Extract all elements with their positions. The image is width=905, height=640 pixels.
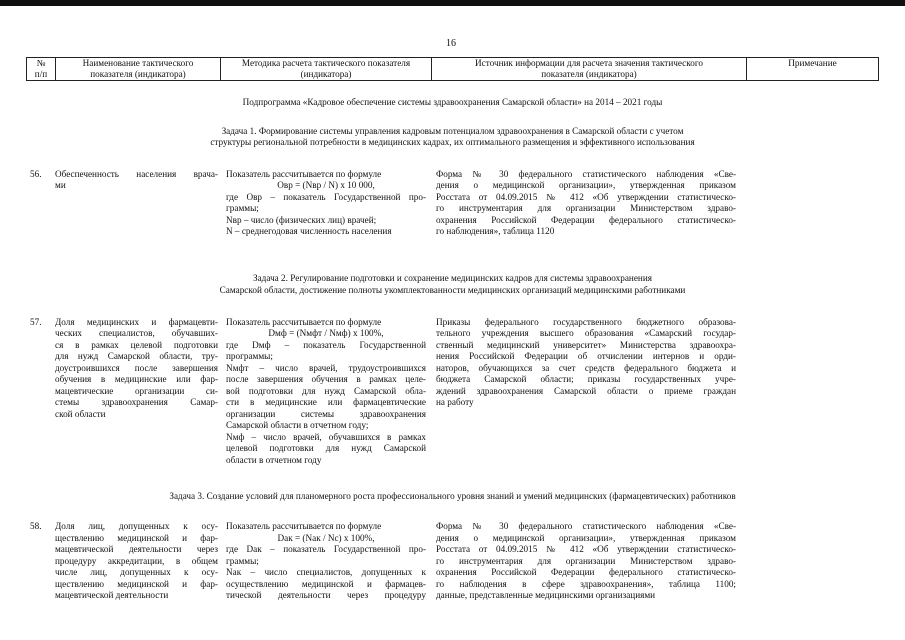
row56-method-line: где Oвр – показатель Государственной про- xyxy=(226,192,426,202)
row57-name-line: ся в рамках целевой подготовки xyxy=(55,340,218,350)
header-method: Методика расчета тактического показателя (индикатора) xyxy=(221,58,432,81)
page-number: 16 xyxy=(446,38,456,49)
row57-source-line: ственный медицинский университет» Министерства здравоохра- xyxy=(436,340,736,350)
row58-source-line: го наблюдения в сфере здравоохранения», таблица 1100; xyxy=(436,579,736,589)
row58-name-line: ществлению медицинской и фар- xyxy=(55,533,218,543)
row58-method-line: где Dак – показатель Государственной про- xyxy=(226,544,426,554)
row56-name-line: Обеспеченность населения врача- xyxy=(55,169,218,179)
task2-line-2: Самарской области, достижение полноты укомплектованности медицинских организаций медицинскими работниками xyxy=(219,285,686,295)
header-source: Источник информации для расчета значения тактического показателя (индикатора) xyxy=(432,58,747,81)
row56-source-line: Форма № 30 федерального статистического наблюдения «Све- xyxy=(436,169,736,179)
row58-source-line: Форма № 30 федерального статистического наблюдения «Све- xyxy=(436,521,736,531)
row56-formula: Oвр = (Nвр / N) x 10 000, xyxy=(277,180,375,190)
row56-source-line: Росстата от 04.09.2015 № 412 «Об утверждении статистическо- xyxy=(436,192,736,202)
row56-method-line: граммы; xyxy=(226,203,259,213)
row57-name-line: ской области xyxy=(55,409,106,419)
row57-source-line: Приказы федерального государственного бюджетного образова- xyxy=(436,317,736,327)
header-name: Наименование тактического показателя (индикатора) xyxy=(56,58,221,81)
row57-source-line: бюджета Самарской области; приказы государственных учре- xyxy=(436,374,736,384)
row57-method-line: Nмф – число врачей, обучавшихся в рамках xyxy=(226,432,426,442)
row57-name-line: обучения в медицинские или фар- xyxy=(55,374,218,384)
row57-name-line: стемы здравоохранения Самар- xyxy=(55,397,218,407)
row58-source-line: охранения Российской Федерации федерального статистическо- xyxy=(436,567,736,577)
row57-method-line: Nмфт – число врачей, трудоустроившихся xyxy=(226,363,426,373)
task1-line-2: структуры региональной потребности в медицинских кадрах, их оптимального размещения и эффективного использования xyxy=(210,137,695,147)
row57-method-line: Самарской области в отчетном году; xyxy=(226,420,369,430)
row56-method-line: Nвр – число (физических лиц) врачей; xyxy=(226,215,377,225)
row58-formula: Dак = (Nак / Nс) x 100%, xyxy=(277,533,375,543)
table-header xyxy=(26,57,879,81)
task3-line: Задача 3. Создание условий для планомерного роста профессионального уровня знаний и умений медицинских (фармацевтических) работников xyxy=(169,491,736,501)
row57-name-line: ческих специалистов, обучавших- xyxy=(55,328,218,338)
row58-name-line: мацевтической деятельности xyxy=(55,590,169,600)
row56-method-line: N – среднегодовая численность населения xyxy=(226,226,392,236)
row57-name-line: мацевтические организации си- xyxy=(55,386,218,396)
row58-name-line: Доля лиц, допущенных к осу- xyxy=(55,521,218,531)
row58-name-line: мацевтической деятельности через xyxy=(55,544,218,554)
row58-method-line: тической деятельности через процедуру xyxy=(226,590,426,600)
row57-method-line: после завершения обучения в рамках целе- xyxy=(226,374,426,384)
row57-source-line: тельного учреждения высшего образования «Самарский государ- xyxy=(436,328,736,338)
row57-method-line: области в отчетном году xyxy=(226,455,322,465)
row56-source-line: охранения Российской Федерации федерального статистическо- xyxy=(436,215,736,225)
top-border xyxy=(0,0,905,6)
row58-source-line: дения о медицинской организации», утвержденная приказом xyxy=(436,533,736,543)
header-note: Примечание xyxy=(747,58,879,81)
row58-source-line: го инструментария для организации Министерством здраво- xyxy=(436,556,736,566)
row56-source-line: го наблюдения», таблица 1120 xyxy=(436,226,555,236)
row58-source-line: Росстата от 04.09.2015 № 412 «Об утверждении статистическо- xyxy=(436,544,736,554)
row57-method-line: вой подготовки для нужд Самарской обла- xyxy=(226,386,426,396)
row57-method-line: организации системы здравоохранения xyxy=(226,409,426,419)
row57-source-line: ждений здравоохранения Самарской области о приеме граждан xyxy=(436,386,736,396)
row57-source-line: нения Российской Федерации об отчислении интернов и орди- xyxy=(436,351,736,361)
row56-source-line: дения о медицинской организации», утвержденная приказом xyxy=(436,180,736,190)
row58-method-line: Nак – число специалистов, допущенных к xyxy=(226,567,426,577)
header-num: № п/п xyxy=(27,58,56,81)
row57-name-line: для нужд Самарской области, тру- xyxy=(55,351,218,361)
row57-method-line: Показатель рассчитывается по формуле xyxy=(226,317,382,327)
row56-name-line: ми xyxy=(55,180,66,190)
row56-num: 56. xyxy=(30,169,42,179)
task2-line-1: Задача 2. Регулирование подготовки и сохранение медицинских кадров для системы здравоохранения xyxy=(253,273,652,283)
row57-method-line: целевой подготовки для нужд Самарской xyxy=(226,443,426,453)
row56-method-line: Показатель рассчитывается по формуле xyxy=(226,169,382,179)
task1-line-1: Задача 1. Формирование системы управления кадровым потенциалом здравоохранения в Самарской области с учетом xyxy=(221,126,684,136)
row57-source-line: наторов, обучающихся за счет средств федерального бюджета и xyxy=(436,363,736,373)
row58-name-line: числе лиц, допущенных к осу- xyxy=(55,567,218,577)
row57-method-line: сти в медицинские или фармацевтические xyxy=(226,397,426,407)
row57-method-line: где Dмф – показатель Государственной xyxy=(226,340,426,350)
row58-name-line: процедуру аккредитации, в общем xyxy=(55,556,218,566)
row58-name-line: ществлению медицинской и фар- xyxy=(55,579,218,589)
row57-name-line: Доля медицинских и фармацевти- xyxy=(55,317,218,327)
row57-method-line: программы; xyxy=(226,351,273,361)
row58-method-line: граммы; xyxy=(226,556,259,566)
row57-formula: Dмф = (Nмфт / Nмф) x 100%, xyxy=(268,328,384,338)
row58-method-line: осуществлению медицинской и фармацев- xyxy=(226,579,426,589)
row57-name-line: доустроившихся после завершения xyxy=(55,363,218,373)
row58-method-line: Показатель рассчитывается по формуле xyxy=(226,521,382,531)
row56-source-line: го инструментария для организации Министерством здраво- xyxy=(436,203,736,213)
row57-num: 57. xyxy=(30,317,42,327)
row58-num: 58. xyxy=(30,521,42,531)
subprogram-title: Подпрограмма «Кадровое обеспечение системы здравоохранения Самарской области» на 2014 – 2021 годы xyxy=(242,97,663,107)
row57-source-line: на работу xyxy=(436,397,474,407)
row58-source-line: данные, представленные медицинскими организациями xyxy=(436,590,656,600)
